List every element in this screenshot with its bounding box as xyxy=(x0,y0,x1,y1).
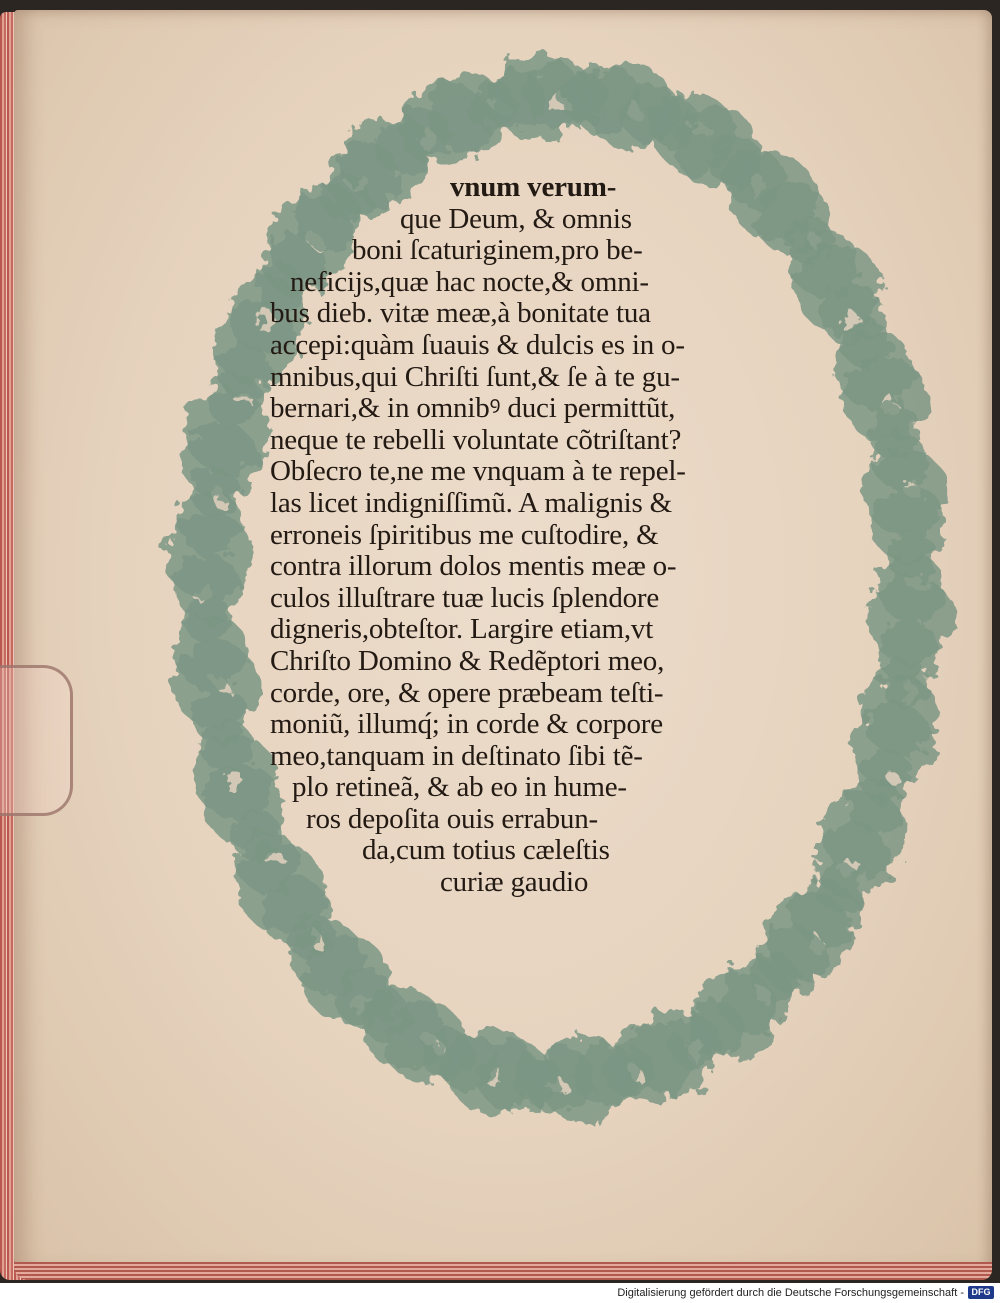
text-line: las licet indigniſſimũ. A malignis & xyxy=(270,486,673,519)
text-line: ros depoſita ouis errabun- xyxy=(306,802,598,835)
text-line: erroneis ſpiritibus me cuſtodire, & xyxy=(270,518,659,551)
text-line: da,cum totius cæleſtis xyxy=(362,834,610,867)
text-line: bus dieb. vitæ meæ,à bonitate tua xyxy=(270,297,651,330)
text-line: contra illorum dolos mentis meæ o- xyxy=(270,550,677,583)
text-line: boni ſcaturiginem,pro be- xyxy=(352,234,643,267)
text-line: bernari,& in omnibꝰ duci permittũt, xyxy=(270,392,676,425)
text-line: que Deum, & omnis xyxy=(400,202,632,235)
text-line: curiæ gaudio xyxy=(440,866,589,899)
text-line: neque te rebelli voluntate cõtriſtant? xyxy=(270,423,682,456)
text-line: neficijs,quæ hac nocte,& omni- xyxy=(290,265,649,298)
text-line: accepi:quàm ſuauis & dulcis es in o- xyxy=(270,328,685,361)
dfg-logo: DFG xyxy=(968,1286,994,1299)
text-line: digneris,obteſtor. Largire etiam,vt xyxy=(270,613,654,646)
text-line: culos illuſtrare tuæ lucis ſplendore xyxy=(270,581,660,614)
text-line: moniũ, illumq́; in corde & corpore xyxy=(270,708,663,741)
page-text xyxy=(270,172,850,899)
text-line: Obſecro te,ne me vnquam à te repel- xyxy=(270,455,686,488)
text-line: meo,tanquam in deſtinato ſibi tẽ- xyxy=(270,739,643,772)
text-line: Chriſto Domino & Redẽptori meo, xyxy=(270,644,665,677)
text-line: vnum verum- xyxy=(450,171,617,203)
footer-credit: Digitalisierung gefördert durch die Deutsche Forschungsgemeinschaft - xyxy=(617,1287,964,1299)
footer-bar xyxy=(0,1283,1000,1303)
text-line: corde, ore, & opere præbeam teſti- xyxy=(270,676,664,709)
text-line: plo retineã, & ab eo in hume- xyxy=(292,771,627,804)
text-line: mnibus,qui Chriſti ſunt,& ſe à te gu- xyxy=(270,360,680,393)
